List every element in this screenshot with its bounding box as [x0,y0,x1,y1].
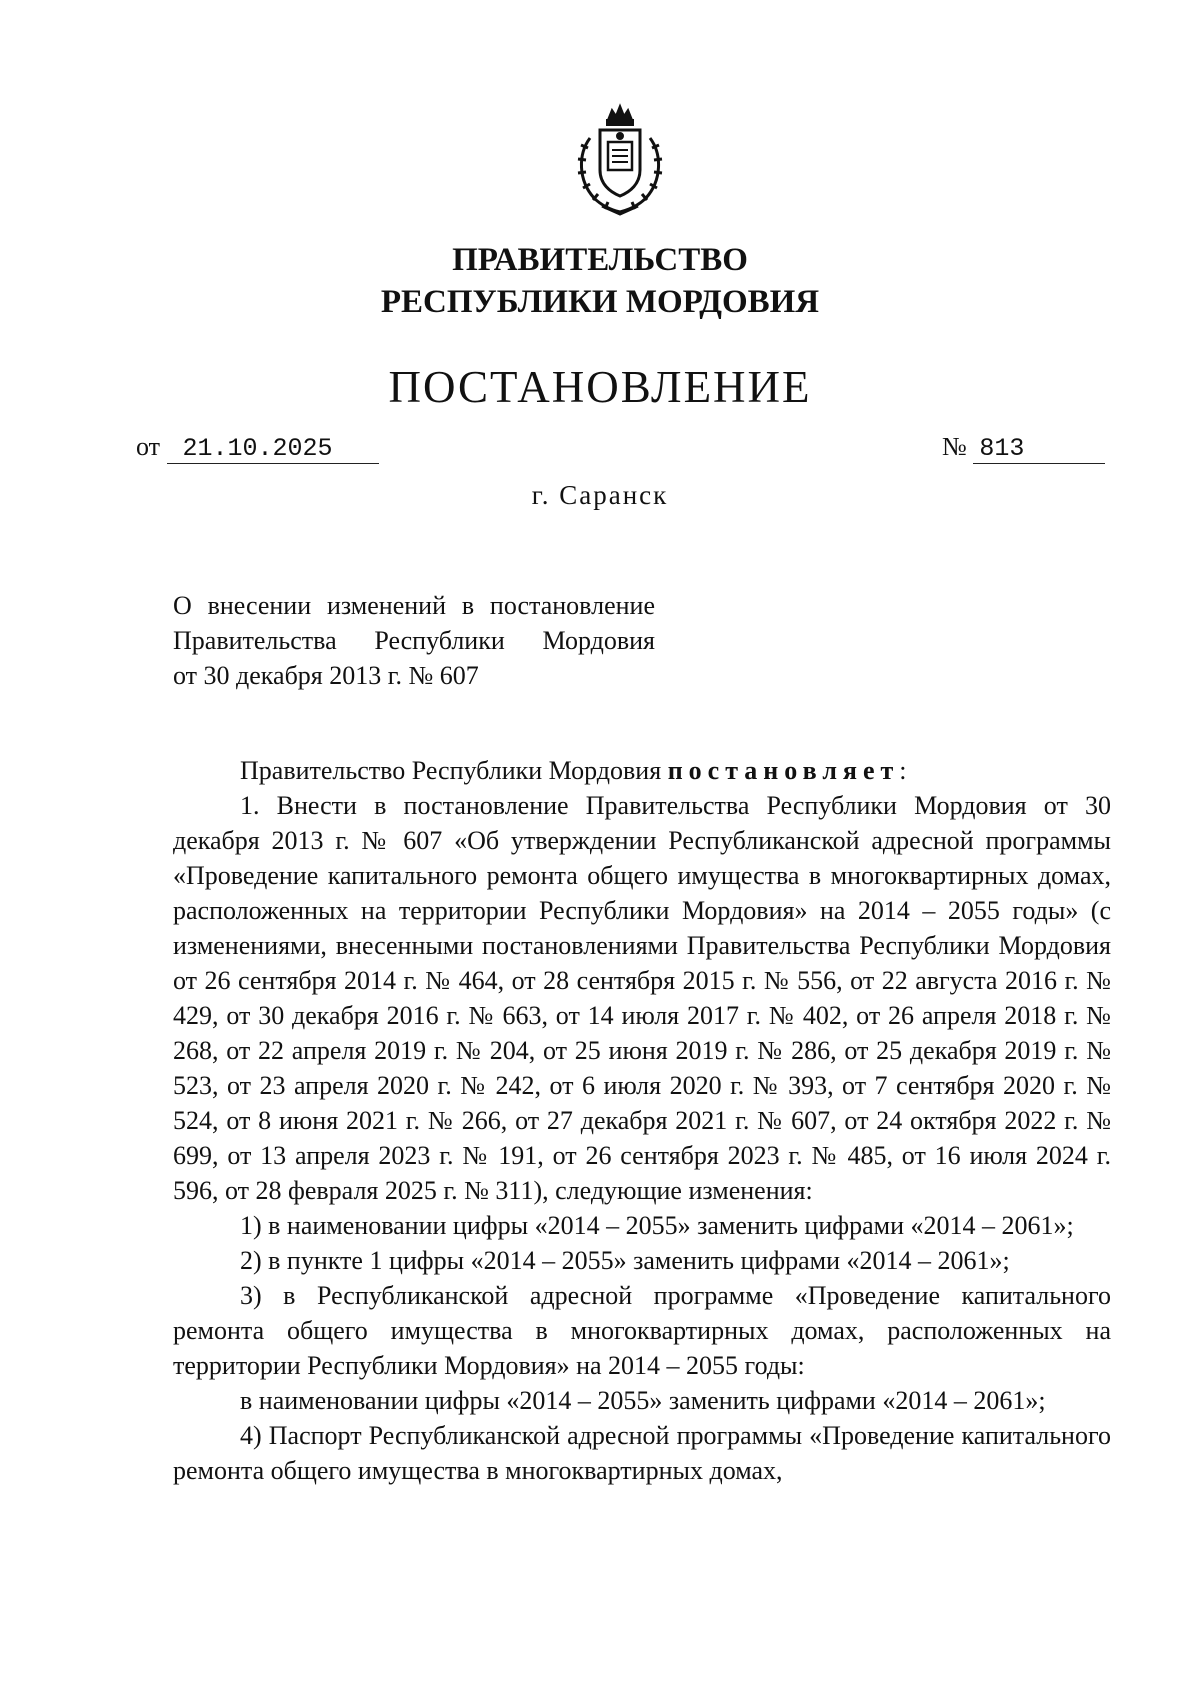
paragraph-1-3-a: в наименовании цифры «2014 – 2055» заменить цифрами «2014 – 2061»; [240,1386,1046,1415]
number-prefix: № [942,432,967,461]
org-name-line1: ПРАВИТЕЛЬСТВО [452,242,748,278]
paragraph-1: 1. Внести в постановление Правительства Республики Мордовия от 30 декабря 2013 г. № 607 «Об утверждении Республиканской адресной программы «Проведение капитального ремонта общего имущества в многоквартирных домах, расположенных на территории Республики Мордовия» на 2014 – 2055 годы» (с изменениями, внесенными постановлениями Правительства Республики Мордовия от 26 сентября 2014 г. № 464, от 28 сентября 2015 г. № 556, от 22 августа 2016 г. № 429, от 30 декабря 2016 г. № 663, от 14 июля 2017 г. № 402, от 26 апреля 2018 г. № 268, от 22 апреля 2019 г. № 204, от 25 июня 2019 г. № 286, от 25 декабря 2019 г. № 523, от 23 апреля 2020 г. № 242, от 6 июля 2020 г. № 393, от 7 сентября 2020 г. № 524, от 8 июня 2021 г. № 266, от 27 декабря 2021 г. № 607, от 24 октября 2022 г. № 699, от 13 апреля 2023 г. № 191, от 26 сентября 2023 г. № 485, от 16 июля 2024 г. 596, от 28 февраля 2025 г. № 311), следующие изменения: [173,791,1111,1205]
intro-paragraph [173,753,1111,788]
intro-prefix: Правительство Республики Мордовия [240,756,668,785]
paragraph-1-4: 4) Паспорт Республиканской адресной программы «Проведение капитального ремонта общего имущества в многоквартирных домах, [173,1421,1111,1485]
number-value: 813 [973,435,1105,464]
subject-line2: Правительства Республики Мордовия [173,626,655,655]
paragraph-1-1: 1) в наименовании цифры «2014 – 2055» заменить цифрами «2014 – 2061»; [240,1211,1074,1240]
number-field [942,432,1105,464]
paragraph-1-2: 2) в пункте 1 цифры «2014 – 2055» заменить цифрами «2014 – 2061»; [240,1246,1010,1275]
coat-of-arms-icon [560,98,680,220]
date-value: 21.10.2025 [167,435,379,464]
document-type-title: ПОСТАНОВЛЕНИЕ [388,362,812,412]
intro-suffix: : [899,756,907,785]
city-label: г. Саранск [531,480,669,510]
date-field [136,432,379,464]
date-prefix: от [136,432,161,461]
document-body [173,753,1111,1488]
org-name-line2: РЕСПУБЛИКИ МОРДОВИЯ [380,284,820,320]
intro-resolves: постановляет [667,756,900,785]
paragraph-1-3: 3) в Республиканской адресной программе «Проведение капитального ремонта общего имущества в многоквартирных домах, расположенных на территории Республики Мордовия» на 2014 – 2055 годы: [173,1281,1111,1380]
subject-line1: О внесении изменений в постановление [173,591,655,620]
document-subject [173,588,655,693]
subject-line3: от 30 декабря 2013 г. № 607 [173,661,479,690]
